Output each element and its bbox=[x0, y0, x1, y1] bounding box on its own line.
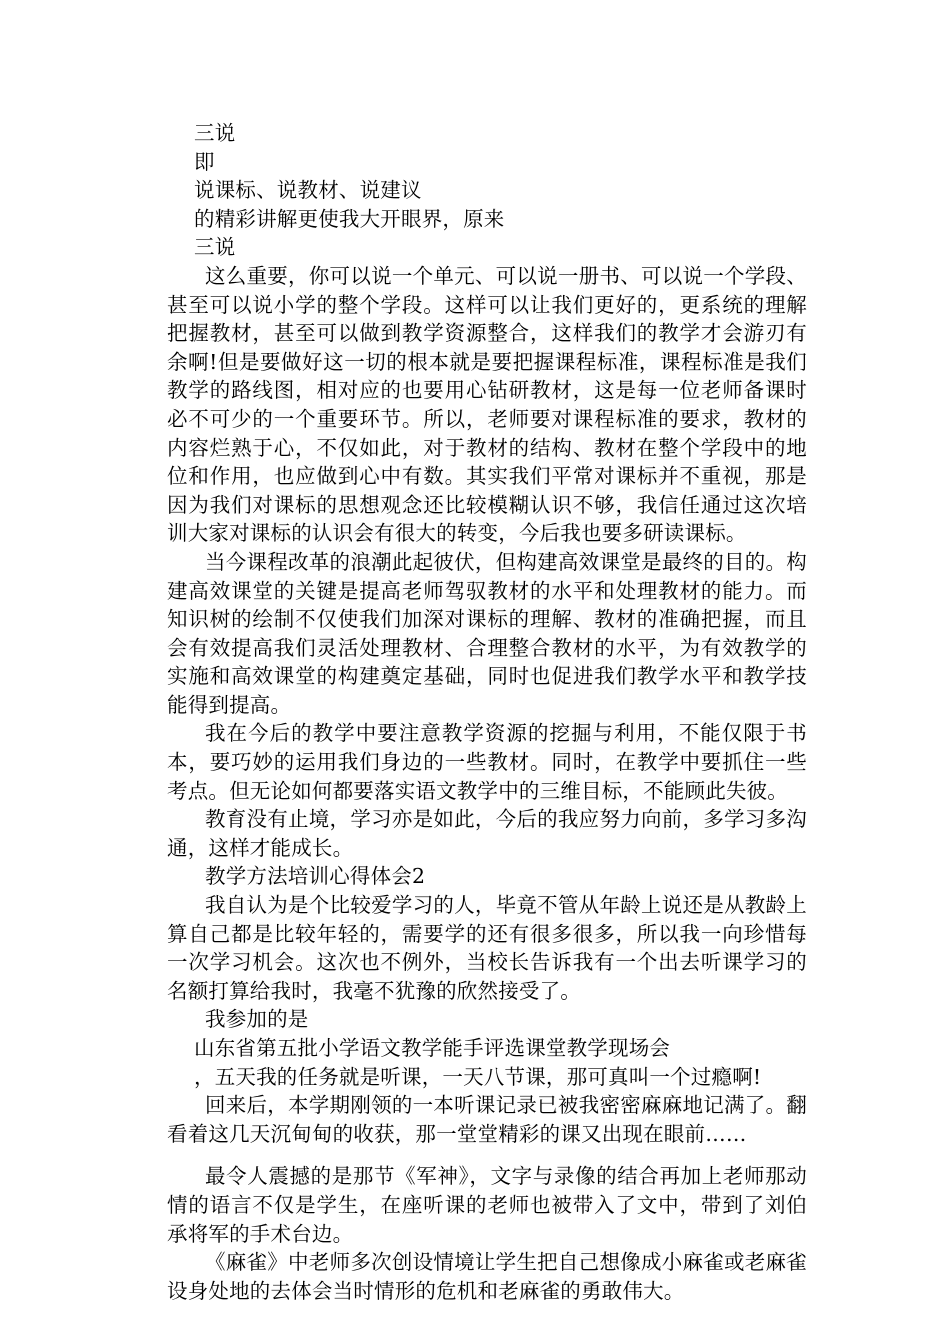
spacer bbox=[167, 1148, 807, 1162]
paragraph: 当今课程改革的浪潮此起彼伏，但构建高效课堂是最终的目的。构建高效课堂的关键是提高老师驾驭教材的水平和处理教材的能力。而知识树的绘制不仅使我们加深对课标的理解、教材的准确把握，而且会有效提高我们灵活处理教材、合理整合教材的水平，为有效教学的实施和高效课堂的构建奠定基础，同时也促进我们教学水平和教学技能得到提高。 bbox=[167, 549, 807, 717]
five-days-line: ，五天我的任务就是听课，一天八节课，那可真叫一个过瘾啊! bbox=[194, 1064, 762, 1089]
intro-line: 三说 bbox=[194, 121, 236, 145]
paragraph: 《麻雀》中老师多次创设情境让学生把自己想像成小麻雀或老麻雀设身处地的去体会当时情形的危机和老麻雀的勇敢伟大。 bbox=[167, 1250, 807, 1303]
intro-line: 即 bbox=[194, 149, 215, 174]
paragraph: 我自认为是个比较爱学习的人，毕竟不管从年龄上说还是从教龄上算自己都是比较年轻的，需要学的还有很多很多，所以我一向珍惜每一次学习机会。这次也不例外，当校长告诉我有一个出去听课学习的名额打算给我时，我毫不犹豫的欣然接受了。 bbox=[167, 893, 807, 1003]
intro-line: 说课标、说教材、说建议 bbox=[194, 178, 422, 203]
section-heading: 教学方法培训心得体会2 bbox=[205, 864, 426, 889]
paragraph: 教育没有止境，学习亦是如此，今后的我应努力向前，多学习多沟通，这样才能成长。 bbox=[167, 807, 807, 860]
participate-line: 我参加的是 bbox=[205, 1007, 309, 1032]
paragraph: 回来后，本学期刚领的一本听课记录已被我密密麻麻地记满了。翻看着这几天沉甸甸的收获，那一堂堂精彩的课又出现在眼前…… bbox=[167, 1093, 807, 1146]
paragraph: 这么重要，你可以说一个单元、可以说一册书、可以说一个学段、甚至可以说小学的整个学段。这样可以让我们更好的，更系统的理解把握教材，甚至可以做到教学资源整合，这样我们的教学才会游刃有余啊!但是要做好这一切的根本就是要把握课程标准，课程标准是我们教学的路线图，相对应的也要用心钻研教材，这是每一位老师备课时必不可少的一个重要环节。所以，老师要对课程标准的要求，教材的内容烂熟于心，不仅如此，对于教材的结构、教材在整个学段中的地位和作用，也应做到心中有数。其实我们平常对课标并不重视，那是因为我们对课标的思想观念还比较模糊认识不够，我信任通过这次培训大家对课标的认识会有很大的转变，今后我也要多研读课标。 bbox=[167, 263, 807, 546]
paragraph: 最令人震撼的是那节《军神》，文字与录像的结合再加上老师那动情的语言不仅是学生，在座听课的老师也被带入了文中，带到了刘伯承将军的手术台边。 bbox=[167, 1164, 807, 1246]
intro-line: 的精彩讲解更使我大开眼界，原来 bbox=[194, 206, 505, 231]
event-name-line: 山东省第五批小学语文教学能手评选课堂教学现场会 bbox=[194, 1036, 671, 1060]
document-body bbox=[167, 119, 807, 1305]
intro-line: 三说 bbox=[194, 235, 236, 260]
paragraph: 我在今后的教学中要注意教学资源的挖掘与利用，不能仅限于书本，要巧妙的运用我们身边的一些教材。同时，在教学中要抓住一些考点。但无论如何都要落实语文教学中的三维目标，不能顾此失彼。 bbox=[167, 721, 807, 803]
